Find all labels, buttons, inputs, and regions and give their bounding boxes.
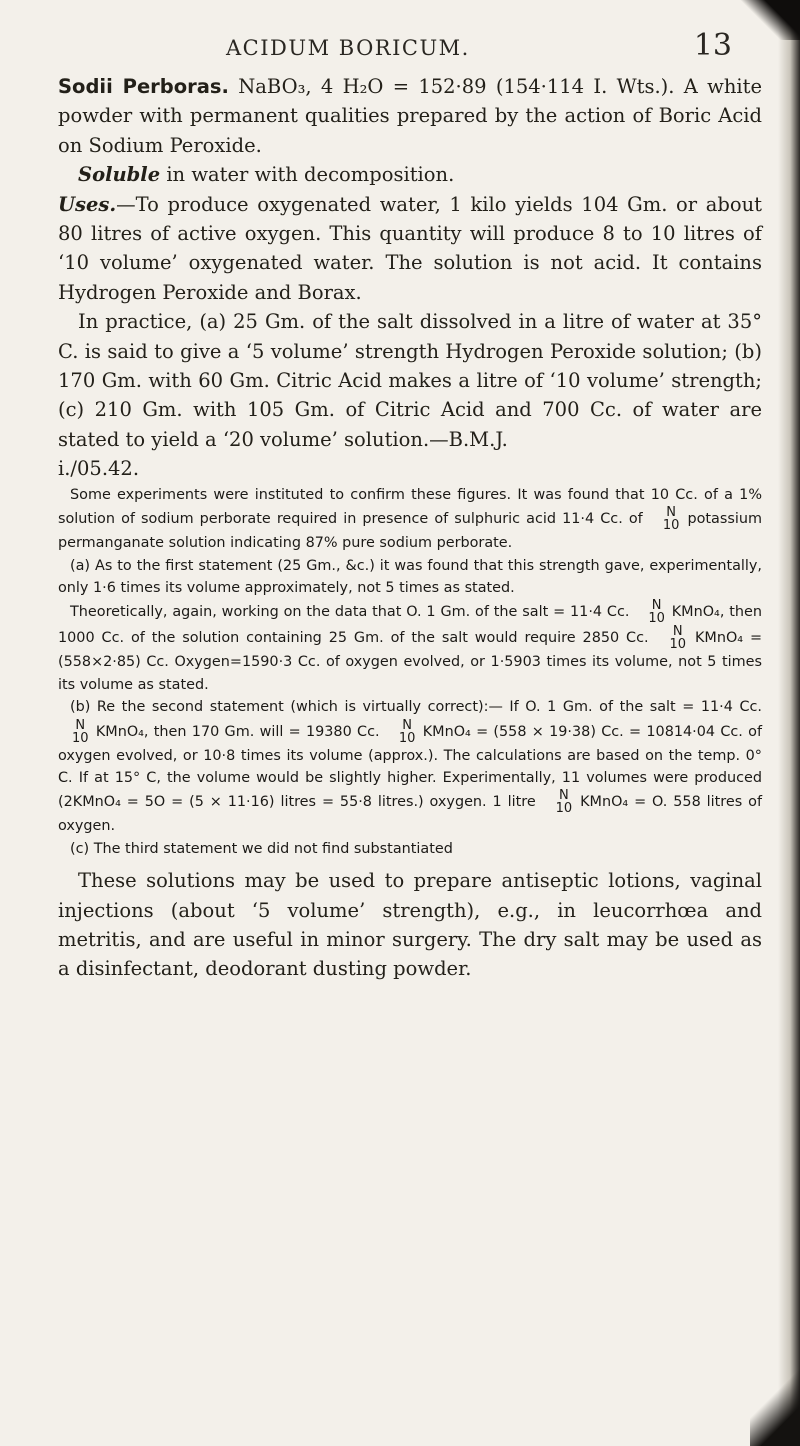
fraction-numerator: N [672,624,683,640]
normal-fraction [387,719,416,745]
note-second-text: (b) Re the second statement (which is virtually correct):— If O. 1 Gm. of the salt = 11·4 Cc. [70,699,762,716]
book-spine-shadow [778,0,800,1446]
fraction-numerator: N [651,598,662,614]
soluble-label: Soluble [78,163,161,187]
fraction-numerator: N [559,788,569,804]
normal-fraction [60,719,89,745]
normal-fraction [651,506,680,532]
normal-fraction [636,599,665,625]
page-header [58,20,762,64]
practice-text: In practice, (a) 25 Gm. of the salt dissolved in a litre of water at 35° C. is said to give a ‘5 volume’ strength Hydrogen Peroxide solution; (b) 170 Gm. with 60 Gm. Citric Acid makes a litre of ‘10 volume’ strength; (c) 210 Gm. with 105 Gm. of Citric Acid and 700 Cc. of water are stated to yield a ‘20 volume’ solution.—B.M.J. [58,310,762,451]
note-first-statement: (a) As to the first statement (25 Gm., &c.) it was found that this strength gave, experimentally, only 1·6 times its volume approximately, not 5 times as stated. [58,557,762,596]
note-second-text-4: KMnO₄ = O. 558 litres of oxygen. [58,794,763,835]
note-theoretical-text-2: KMnO₄, then 1000 Cc. of the solution containing 25 Gm. of the salt would require 2850 Cc. [58,604,762,647]
entry-description: I. Wts.). A white powder with permanent qualities prepared by the action of Boric Acid on Sodium Peroxide. [58,75,762,157]
fraction-denominator: 10 [662,518,680,534]
note-second-text-2: KMnO₄, then 170 Gm. will = 19380 Cc. [95,723,380,740]
page-body [58,72,762,984]
note-second-statement [58,696,762,838]
entry-formula: NaBO₃, 4 H₂O = 152·89 (154·114 [228,75,585,98]
note-experiments [58,484,762,555]
fraction-denominator: 10 [669,637,687,653]
running-title: ACIDUM BORICUM. [226,36,470,60]
normal-fraction [658,625,687,651]
fraction-numerator: N [75,717,86,733]
note-theoretical-text-3: KMnO₄ = (558×2·85) Cc. Oxygen=1590·3 Cc. of oxygen evolved, or 1·5903 times its volume, not 5 times its volume as stated. [58,630,762,693]
fraction-numerator: N [402,717,413,733]
page-corner-shadow-bottom [750,1366,800,1446]
page-number: 13 [693,28,732,63]
closing-paragraph: These solutions may be used to prepare antiseptic lotions, vaginal injections (about ‘5 volume’ strength), e.g., in leucorrhœa and metritis, and are useful in minor surgery. The dry salt may be used as a disinfectant, deodorant dusting powder. [58,869,762,981]
uses-paragraph [58,190,762,308]
note-second-text-3: KMnO₄ = (558 × 19·38) Cc. = 10814·04 Cc. of oxygen evolved, or 10·8 times its volume (approx.). The calculations are based on the temp. 0° C. If at 15° C, the volume would be slightly higher. Experimentally, 11 volumes were produced (2KMnO₄ = 5O = (5 × 11·16) litres = 55·8 litres.) oxygen. 1 litre [58,723,763,811]
fraction-numerator: N [666,505,676,521]
practice-paragraph [58,307,762,454]
fraction-denominator: 10 [398,730,416,746]
note-theoretical-text: Theoretically, again, working on the data that O. 1 Gm. of the salt = 11·4 Cc. [70,604,630,621]
soluble-paragraph [58,160,762,189]
entry-heading-paragraph [58,72,762,160]
book-page [58,20,763,981]
entry-title: Sodii Perboras. [58,75,229,98]
note-experiments-text: Some experiments were instituted to confirm these figures. It was found that 10 Cc. of a 1% solution of sodium perborate required in presence of sulphuric acid 11·4 Cc. of [58,486,762,528]
normal-fraction [544,789,573,815]
uses-label: Uses. [58,192,117,216]
fraction-denominator: 10 [648,611,665,627]
fraction-denominator: 10 [72,730,89,746]
uses-text: —To produce oxygenated water, 1 kilo yields 104 Gm. or about 80 litres of active oxygen. This quantity will produce 8 to 10 litres of ‘10 volume’ oxygenated water. The solution is not acid. It contains Hydrogen Peroxide and Borax. [58,192,762,304]
journal-reference: i./05.42. [58,457,140,481]
note-third-statement: (c) The third statement we did not find substantiated [70,840,453,857]
soluble-text: in water with decomposition. [160,163,455,187]
fraction-denominator: 10 [555,801,573,817]
note-experiments-text-2: potassium permanganate solution indicating 87% pure sodium perborate. [58,511,763,552]
note-theoretical [58,599,762,696]
